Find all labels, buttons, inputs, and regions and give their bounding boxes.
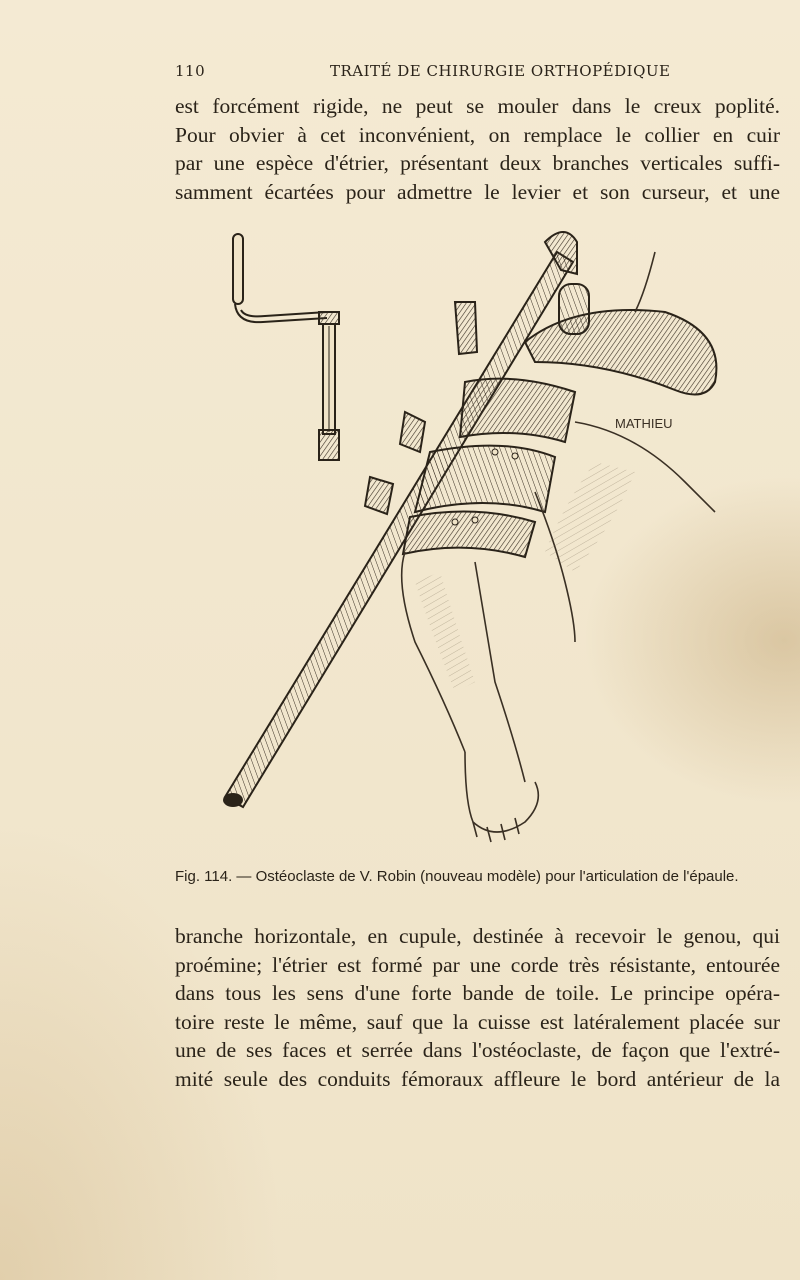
text-line: samment écartées pour admettre le levier et son curseur, et une bbox=[175, 179, 780, 204]
crank-handle bbox=[233, 234, 339, 460]
text-line: par une espèce d'étrier, présentant deux branches verticales suffi- bbox=[175, 151, 780, 175]
running-title: TRAITÉ DE CHIRURGIE ORTHOPÉDIQUE bbox=[330, 62, 671, 80]
text-line: est forcément rigide, ne peut se mouler dans le creux poplité. bbox=[175, 94, 780, 118]
figure-caption: Fig. 114. — Ostéoclaste de V. Robin (nouveau modèle) pour l'articulation de l'épaule. bbox=[175, 868, 739, 885]
text-line: proémine; l'étrier est formé par une corde très résistante, entourée bbox=[175, 952, 780, 977]
text-line: branche horizontale, en cupule, destinée à recevoir le genou, qui bbox=[175, 924, 780, 948]
paragraph-top bbox=[175, 92, 780, 206]
figure-osteoclast-illustration bbox=[215, 222, 735, 862]
knee-cup bbox=[525, 284, 716, 395]
text-line: toire reste le même, sauf que la cuisse est latéralement placée sur bbox=[175, 1009, 780, 1034]
text-line: dans tous les sens d'une forte bande de toile. Le principe opéra- bbox=[175, 981, 780, 1005]
engraver-signature: MATHIEU bbox=[615, 416, 673, 431]
running-head bbox=[175, 62, 735, 86]
paragraph-bottom bbox=[175, 922, 780, 1093]
page-number: 110 bbox=[175, 62, 206, 80]
text-line: Pour obvier à cet inconvénient, on remplace le collier en cuir bbox=[175, 122, 780, 147]
osteoclast-engraving bbox=[215, 222, 735, 862]
text-line: une de ses faces et serrée dans l'ostéoclaste, de façon que l'extré- bbox=[175, 1038, 780, 1062]
text-line: mité seule des conduits fémoraux affleure le bord antérieur de la bbox=[175, 1066, 780, 1091]
